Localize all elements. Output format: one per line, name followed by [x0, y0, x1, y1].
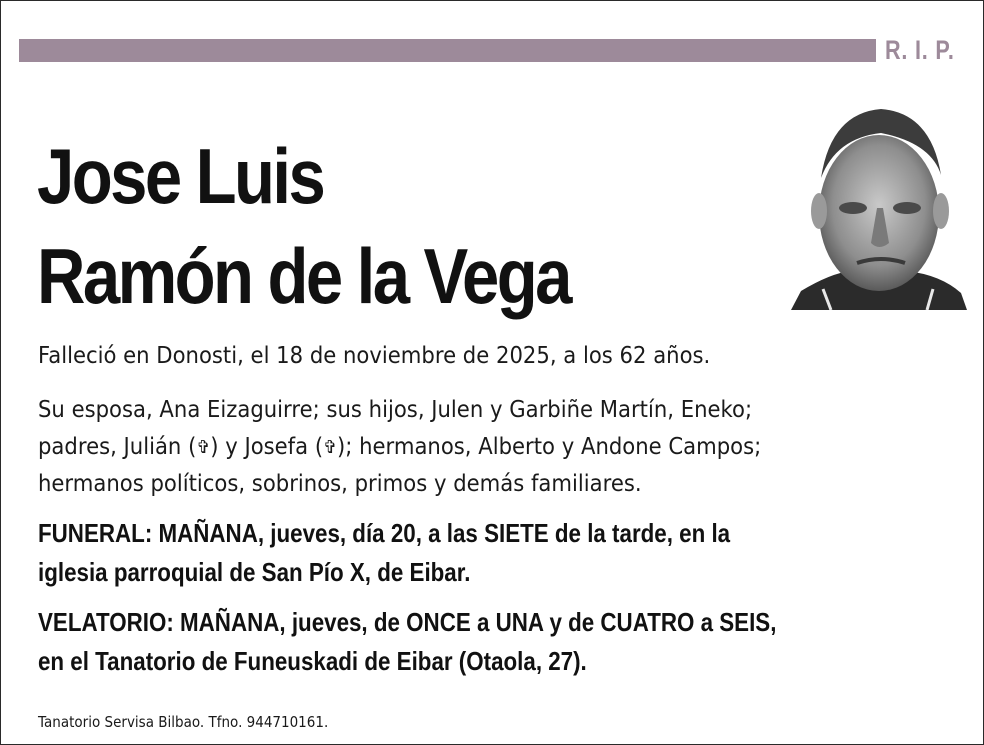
cross-icon: ✞: [323, 437, 337, 458]
wake-paragraph: [38, 603, 776, 681]
rip-label: R. I. P.: [885, 35, 955, 65]
portrait-image: [791, 103, 967, 310]
family-line: hermanos políticos, sobrinos, primos y demás familiares.: [38, 471, 642, 497]
funeral-line: iglesia parroquial de San Pío X, de Eibar.: [38, 557, 471, 587]
rip-header-bar: [19, 39, 876, 62]
portrait-photo: [791, 103, 967, 310]
funeral-home-footer: Tanatorio Servisa Bilbao. Tfno. 944710161.: [38, 713, 329, 731]
deceased-name-line2: Ramón de la Vega: [37, 232, 570, 320]
family-line: padres, Julián (✞) y Josefa (✞); hermanos, Alberto y Andone Campos;: [38, 434, 762, 460]
funeral-paragraph: [38, 514, 730, 592]
cross-icon: ✞: [196, 437, 211, 458]
wake-line: en el Tanatorio de Funeuskadi de Eibar (Otaola, 27).: [38, 646, 587, 676]
family-paragraph: [38, 392, 761, 503]
death-notice-paragraph: Falleció en Donosti, el 18 de noviembre de 2025, a los 62 años.: [38, 343, 711, 369]
wake-line: VELATORIO: MAÑANA, jueves, de ONCE a UNA y de CUATRO a SEIS,: [38, 607, 777, 637]
deceased-name-line1: Jose Luis: [37, 132, 324, 220]
funeral-line: FUNERAL: MAÑANA, jueves, día 20, a las SIETE de la tarde, en la: [38, 518, 731, 548]
family-line: Su esposa, Ana Eizaguirre; sus hijos, Julen y Garbiñe Martín, Eneko;: [38, 397, 753, 423]
